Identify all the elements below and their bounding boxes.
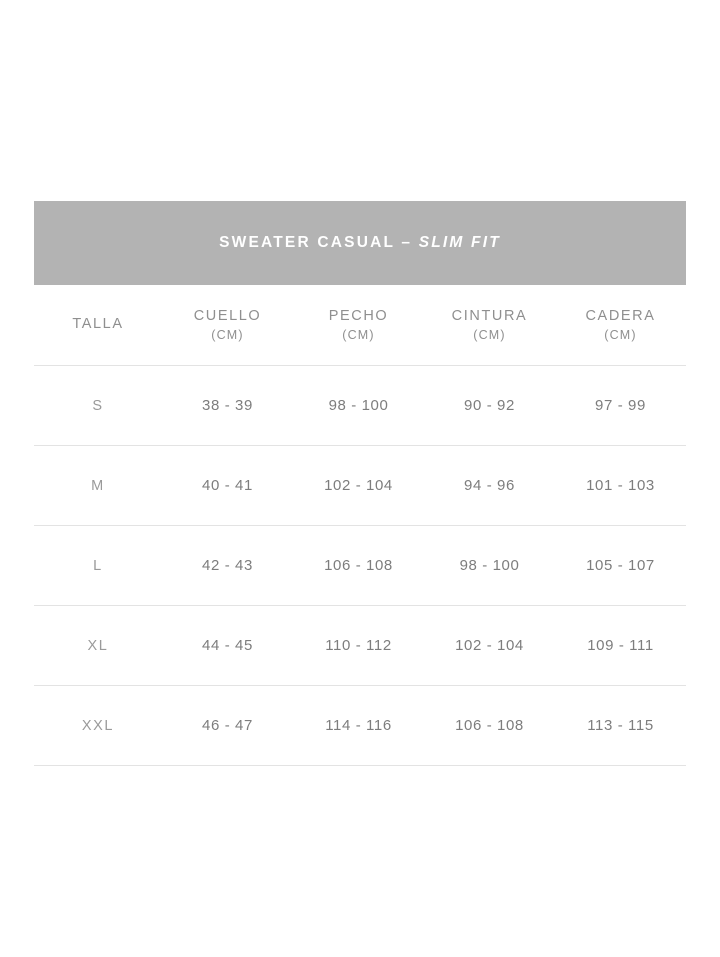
cell-cuello: 40 - 41 — [162, 446, 293, 526]
cell-pecho: 106 - 108 — [293, 526, 424, 606]
column-header-cadera-label: CADERA — [585, 308, 656, 324]
cell-cuello: 46 - 47 — [162, 686, 293, 766]
column-header-cuello-label: CUELLO — [193, 308, 262, 324]
cell-pecho: 114 - 116 — [293, 686, 424, 766]
column-header-cintura-label: CINTURA — [451, 308, 528, 324]
cell-size: XXL — [34, 686, 162, 766]
cell-size: XL — [34, 606, 162, 686]
size-chart-table — [34, 201, 686, 766]
table-header-row — [34, 285, 686, 366]
cell-pecho: 110 - 112 — [293, 606, 424, 686]
table-row — [34, 366, 686, 446]
cell-size: M — [34, 446, 162, 526]
cell-pecho: 98 - 100 — [293, 366, 424, 446]
cell-cuello: 38 - 39 — [162, 366, 293, 446]
column-header-talla — [34, 285, 162, 366]
table-title-fit: SLIM FIT — [418, 234, 501, 251]
table-header-banner — [34, 201, 686, 285]
measurements-table — [34, 285, 686, 766]
cell-cadera: 97 - 99 — [555, 366, 686, 446]
cell-cintura: 102 - 104 — [424, 606, 555, 686]
table-row — [34, 526, 686, 606]
table-title — [219, 234, 501, 252]
cell-size: S — [34, 366, 162, 446]
cell-size: L — [34, 526, 162, 606]
cell-cadera: 101 - 103 — [555, 446, 686, 526]
cell-cintura: 94 - 96 — [424, 446, 555, 526]
table-row — [34, 686, 686, 766]
column-header-pecho-unit: (CM) — [342, 327, 375, 342]
cell-cadera: 113 - 115 — [555, 686, 686, 766]
cell-cintura: 98 - 100 — [424, 526, 555, 606]
column-header-cintura — [424, 285, 555, 366]
table-title-prefix: SWEATER CASUAL – — [219, 234, 419, 251]
cell-pecho: 102 - 104 — [293, 446, 424, 526]
table-row — [34, 606, 686, 686]
column-header-cadera-unit: (CM) — [604, 327, 637, 342]
column-header-pecho — [293, 285, 424, 366]
table-body — [34, 366, 686, 766]
cell-cintura: 90 - 92 — [424, 366, 555, 446]
cell-cadera: 109 - 111 — [555, 606, 686, 686]
column-header-pecho-label: PECHO — [328, 308, 389, 324]
column-header-cintura-unit: (CM) — [473, 327, 506, 342]
cell-cadera: 105 - 107 — [555, 526, 686, 606]
cell-cuello: 44 - 45 — [162, 606, 293, 686]
table-head — [34, 285, 686, 366]
column-header-cuello-unit: (CM) — [211, 327, 244, 342]
column-header-talla-label: TALLA — [72, 316, 124, 333]
cell-cuello: 42 - 43 — [162, 526, 293, 606]
column-header-cuello — [162, 285, 293, 366]
table-row — [34, 446, 686, 526]
column-header-cadera — [555, 285, 686, 366]
cell-cintura: 106 - 108 — [424, 686, 555, 766]
